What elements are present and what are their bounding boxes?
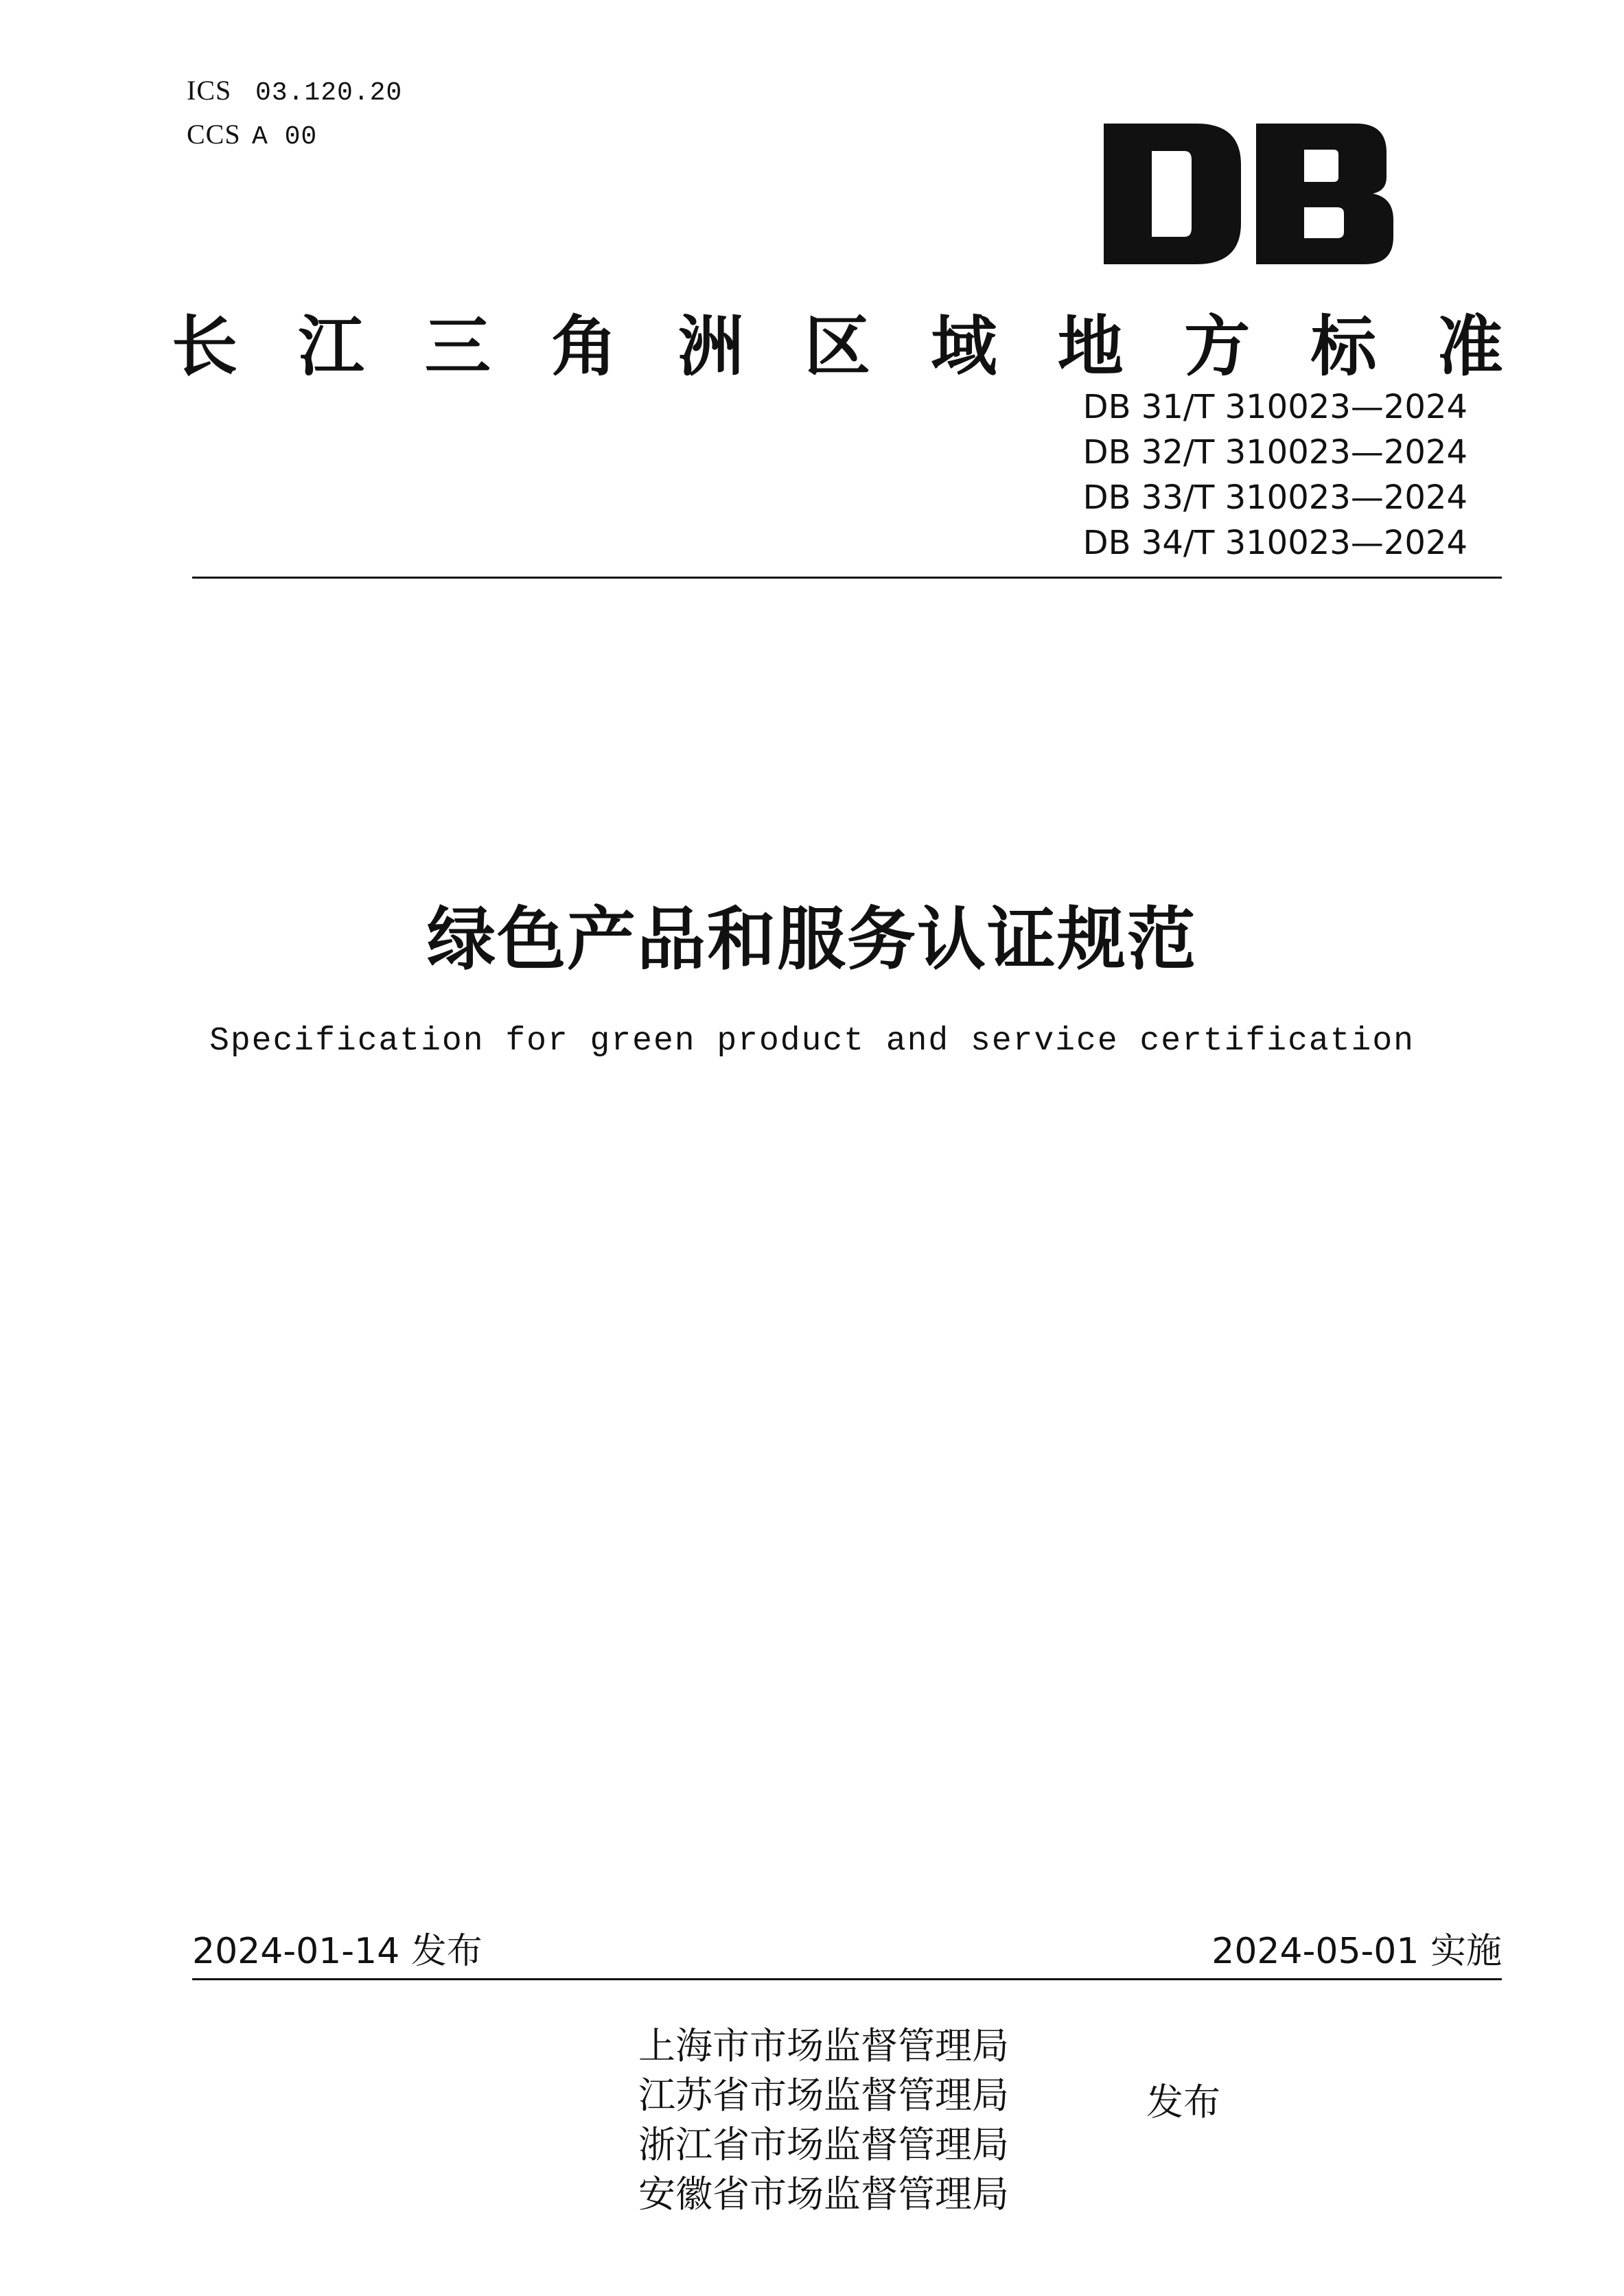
issuer-item: 安徽省市场监督管理局: [638, 2172, 1009, 2216]
category-char: 区: [804, 308, 870, 385]
standard-number: DB 34/T 310023—2024: [1082, 524, 1468, 562]
ics-label: ICS: [187, 75, 232, 106]
category-char: 洲: [677, 308, 744, 385]
bottom-divider: [192, 1978, 1502, 1980]
category-char: 地: [1057, 308, 1124, 385]
issuer-item: 上海市市场监督管理局: [638, 2024, 1009, 2067]
issued-label: 发布: [1146, 2080, 1220, 2124]
category-char: 方: [1184, 308, 1251, 385]
category-char: 角: [551, 308, 618, 385]
db-logo: [1104, 124, 1393, 264]
issuer-item: 浙江省市场监督管理局: [638, 2123, 1009, 2166]
implementation-date: 2024-05-01 实施: [1211, 1931, 1502, 1972]
ics-code: [187, 74, 402, 108]
top-divider: [192, 577, 1502, 579]
category-char: 长: [172, 308, 237, 385]
category-char: 江: [298, 308, 364, 385]
standard-number: DB 32/T 310023—2024: [1082, 433, 1468, 472]
issuer-item: 江苏省市场监督管理局: [638, 2074, 1009, 2117]
ics-value: 03.120.20: [255, 78, 403, 108]
category-char: 域: [931, 308, 997, 385]
category-char: 三: [424, 308, 491, 385]
document-subtitle: Specification for green product and service certification: [209, 1023, 1415, 1060]
issuer-list: [638, 2021, 1009, 2219]
ccs-code: [187, 118, 317, 152]
ccs-value: A 00: [252, 122, 318, 152]
category-char: 标: [1310, 308, 1377, 385]
standard-category-title: [172, 309, 1503, 384]
category-char: 准: [1437, 308, 1503, 385]
standard-number: DB 33/T 310023—2024: [1082, 478, 1468, 517]
document-title: 绿色产品和服务认证规范: [427, 899, 1197, 979]
standard-numbers: [1083, 384, 1468, 566]
issue-date: 2024-01-14 发布: [192, 1931, 483, 1972]
ccs-label: CCS: [187, 119, 241, 150]
standard-number: DB 31/T 310023—2024: [1082, 388, 1468, 426]
